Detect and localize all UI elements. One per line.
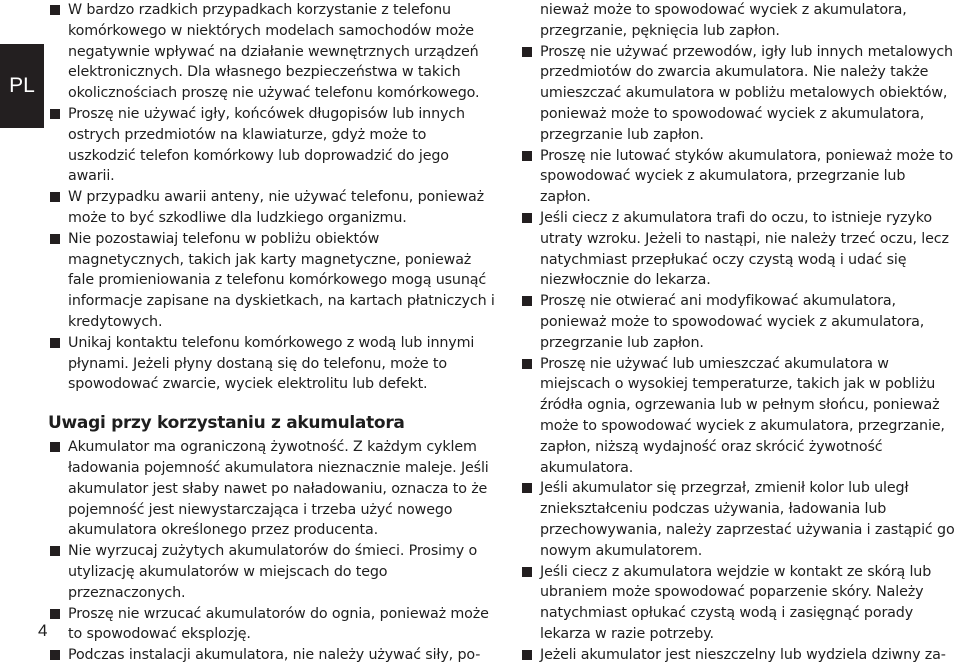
continuation-text: nieważ może to spowodować wyciek z akumulatora, przegrzanie, pęknięcia lub zapłon. — [540, 2, 907, 39]
list-item: Podczas instalacji akumulatora, nie należy używać siły, po- — [48, 645, 495, 666]
list-item: Jeśli ciecz z akumulatora wejdzie w kontakt ze skórą lub ubraniem może spowodować poparzenie skóry. Należy natychmiast opłukać czystą wodą i zasięgnąć porady lekarza w razie potrzeby. — [520, 562, 960, 645]
language-tab: PL — [0, 44, 44, 128]
square-bullet-icon — [522, 47, 532, 57]
list-item: Nie pozostawiaj telefonu w pobliżu obiektów magnetycznych, takich jak karty magnetyczne, ponieważ fale promieniowania z telefonu komórkowego mogą usunąć informacje zapisane na dyskietkach, na kartach płatniczych i kredytowych. — [48, 229, 495, 333]
list-item: Jeśli akumulator się przegrzał, zmienił kolor lub uległ zniekształceniu podczas używania, ładowania lub przechowywania, należy zaprzestać używania i zastąpić go nowym akumulatorem. — [520, 478, 960, 561]
battery-list-continued — [520, 42, 960, 666]
square-bullet-icon — [50, 546, 60, 556]
list-item: Proszę nie używać przewodów, igły lub innych metalowych przedmiotów do zwarcia akumulatora. Nie należy także umieszczać akumulatora w pobliżu metalowych obiektów, ponieważ może to spowodować wyciek z akumulatora, przegrzanie lub zapłon. — [520, 42, 960, 146]
list-item: Proszę nie używać lub umieszczać akumulatora w miejscach o wysokiej temperaturze, takich jak w pobliżu źródła ognia, ogrzewania lub w pełnym słońcu, ponieważ może to spowodować wyciek z akumulatora, przegrzanie, zapłon, niższą wydajność oraz skrócić żywotność akumulatora. — [520, 354, 960, 479]
square-bullet-icon — [50, 609, 60, 619]
list-item: Unikaj kontaktu telefonu komórkowego z wodą lub innymi płynami. Jeżeli płyny dostaną się do telefonu, może to spowodować zwarcie, wyciek elektrolitu lub defekt. — [48, 333, 495, 395]
list-item: Nie wyrzucaj zużytych akumulatorów do śmieci. Prosimy o utylizację akumulatorów w miejscach do tego przeznaczonych. — [48, 541, 495, 603]
left-column — [48, 0, 495, 666]
square-bullet-icon — [50, 442, 60, 452]
square-bullet-icon — [50, 192, 60, 202]
square-bullet-icon — [50, 5, 60, 15]
square-bullet-icon — [522, 359, 532, 369]
page-number: 4 — [38, 621, 48, 640]
square-bullet-icon — [50, 338, 60, 348]
list-item: W bardzo rzadkich przypadkach korzystanie z telefonu komórkowego w niektórych modelach samochodów może negatywnie wpływać na działanie wewnętrznych urządzeń elektronicznych. Dla własnego bezpieczeństwa w takich okolicznościach proszę nie używać telefonu komórkowego. — [48, 0, 495, 104]
square-bullet-icon — [50, 234, 60, 244]
right-column — [520, 0, 960, 666]
square-bullet-icon — [50, 650, 60, 660]
list-item: Proszę nie wrzucać akumulatorów do ognia, ponieważ może to spowodować eksplozję. — [48, 604, 495, 646]
list-item: Jeśli ciecz z akumulatora trafi do oczu, to istnieje ryzyko utraty wzroku. Jeżeli to nastąpi, nie należy trzeć oczu, lecz natychmiast przepłukać oczy czystą wodą i udać się niezwłocznie do lekarza. — [520, 208, 960, 291]
list-item: Jeżeli akumulator jest nieszczelny lub wydziela dziwny za- — [520, 645, 960, 666]
list-item: Proszę nie lutować styków akumulatora, ponieważ może to spowodować wyciek z akumulatora, przegrzanie lub zapłon. — [520, 146, 960, 208]
square-bullet-icon — [50, 109, 60, 119]
list-item: Proszę nie używać igły, końcówek długopisów lub innych ostrych przedmiotów na klawiaturze, gdyż może to uszkodzić telefon komórkowy lub doprowadzić do jego awarii. — [48, 104, 495, 187]
square-bullet-icon — [522, 567, 532, 577]
square-bullet-icon — [522, 213, 532, 223]
section-heading: Uwagi przy korzystaniu z akumulatora — [48, 413, 405, 434]
list-item: W przypadku awarii anteny, nie używać telefonu, ponieważ może to być szkodliwe dla ludzkiego organizmu. — [48, 187, 495, 229]
list-item: Proszę nie otwierać ani modyfikować akumulatora, ponieważ może to spowodować wyciek z akumulatora, przegrzanie lub zapłon. — [520, 291, 960, 353]
list-item: Akumulator ma ograniczoną żywotność. Z każdym cyklem ładowania pojemność akumulatora nieznacznie maleje. Jeśli akumulator jest słaby nawet po naładowaniu, oznacza to że pojemność jest niewystarczająca i trzeba użyć nowego akumulatora określonego przez producenta. — [48, 437, 495, 541]
battery-list — [48, 437, 495, 666]
square-bullet-icon — [522, 483, 532, 493]
safety-list — [48, 0, 495, 395]
square-bullet-icon — [522, 296, 532, 306]
square-bullet-icon — [522, 650, 532, 660]
square-bullet-icon — [522, 151, 532, 161]
